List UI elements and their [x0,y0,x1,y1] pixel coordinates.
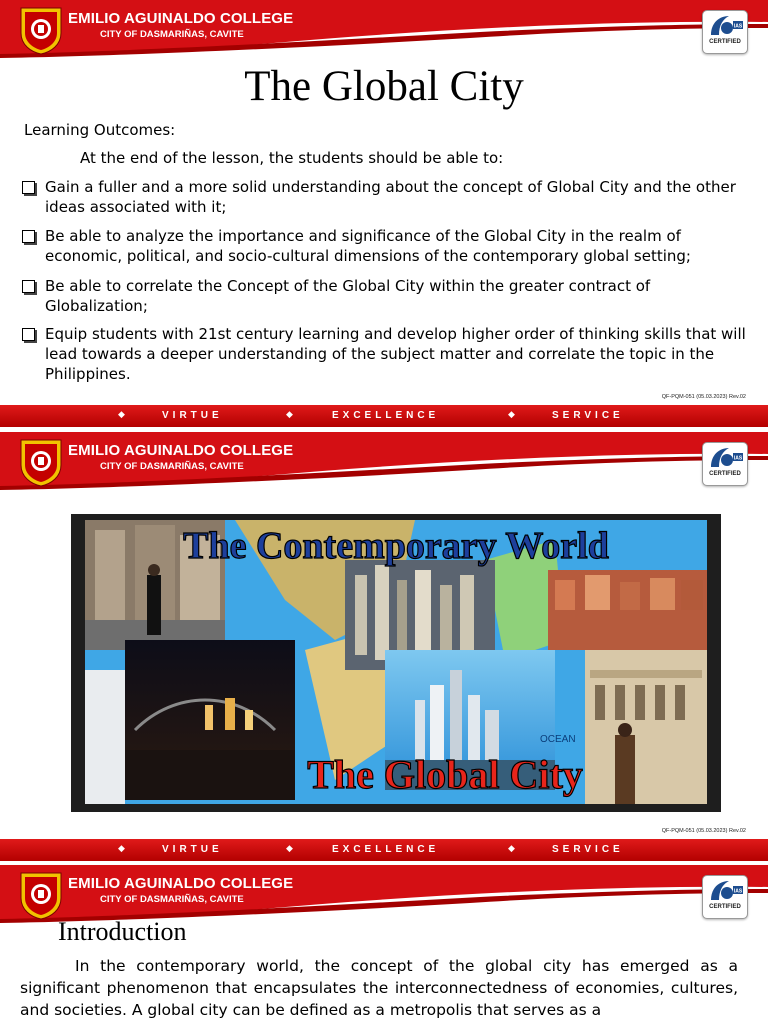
motto-virtue: VIRTUE [162,844,223,855]
college-city: CITY OF DASMARIÑAS, CAVITE [100,894,244,905]
diamond-icon: ◆ [286,410,293,420]
certified-label: CERTIFIED [709,904,741,910]
motto-excellence: EXCELLENCE [332,844,440,855]
slide-3 [0,865,768,1024]
outcome-item [22,177,747,217]
ias-logo-icon [703,876,747,904]
motto-virtue: VIRTUE [162,410,223,421]
college-city: CITY OF DASMARIÑAS, CAVITE [100,461,244,472]
cert-short-text: IAS [733,888,743,895]
certified-label: CERTIFIED [709,39,741,45]
motto-bar [0,839,768,861]
diamond-icon: ◆ [118,410,125,420]
diamond-icon: ◆ [286,844,293,854]
outcomes-intro: At the end of the lesson, the students should be able to: [80,149,504,167]
motto-bar [0,405,768,427]
motto-excellence: EXCELLENCE [332,410,440,421]
diamond-icon: ◆ [508,844,515,854]
certified-badge [702,442,748,486]
outcome-text: Gain a fuller and a more solid understanding about the concept of Global City and the other ideas associated with it; [45,178,736,216]
motto-service: SERVICE [552,410,624,421]
slide-1 [0,0,768,432]
college-seal-icon [18,5,64,55]
ias-logo-icon [703,443,747,471]
cert-short-text: IAS [733,455,743,462]
form-code: QF-PQM-051 (05.03.2023) Rev.02 [661,394,746,400]
college-name: EMILIO AGUINALDO COLLEGE [68,442,294,459]
college-seal-icon [18,437,64,487]
checkbox-bullet-icon [22,328,35,341]
slide-header [0,865,768,923]
image-title-bottom: The Global City [307,752,583,797]
image-title-top: The Contemporary World [183,525,609,567]
global-city-collage [85,520,707,804]
outcome-text: Equip students with 21st century learning and develop higher order of thinking skills that will lead towards a deeper understanding of the subject matter and correlate the topic in the Philippines. [45,325,746,383]
outcome-item [22,276,747,316]
slide-title: The Global City [244,63,524,110]
college-city: CITY OF DASMARIÑAS, CAVITE [100,29,244,40]
outcome-text: Be able to analyze the importance and significance of the Global City in the realm of economic, political, and socio-cultural dimensions of the contemporary global setting; [45,227,691,265]
checkbox-bullet-icon [22,181,35,194]
college-name: EMILIO AGUINALDO COLLEGE [68,10,294,27]
diamond-icon: ◆ [508,410,515,420]
college-name: EMILIO AGUINALDO COLLEGE [68,875,294,892]
form-code: QF-PQM-051 (05.03.2023) Rev.02 [661,828,746,834]
cert-short-text: IAS [733,23,743,30]
motto-service: SERVICE [552,844,624,855]
checkbox-bullet-icon [22,230,35,243]
introduction-paragraph: In the contemporary world, the concept of the global city has emerged as a significant phenomenon that encapsulates the interconnectedness of economies, cultures, and societies. A global city can be defined as a metropolis that serves as a [20,957,738,1019]
diamond-icon: ◆ [118,844,125,854]
ias-logo-icon [703,11,747,39]
slide-header [0,0,768,58]
outcome-text: Be able to correlate the Concept of the Global City within the greater contract of Globalization; [45,277,651,315]
slide-2 [0,432,768,865]
certified-label: CERTIFIED [709,471,741,477]
certified-badge [702,875,748,919]
checkbox-bullet-icon [22,280,35,293]
introduction-heading: Introduction [58,917,187,946]
college-seal-icon [18,870,64,920]
map-ocean-label: OCEAN [540,734,576,745]
collage-image [71,514,721,812]
slide-header [0,432,768,490]
certified-badge [702,10,748,54]
outcome-item [22,226,747,266]
outcomes-heading: Learning Outcomes: [24,121,176,139]
outcome-item [22,324,747,384]
